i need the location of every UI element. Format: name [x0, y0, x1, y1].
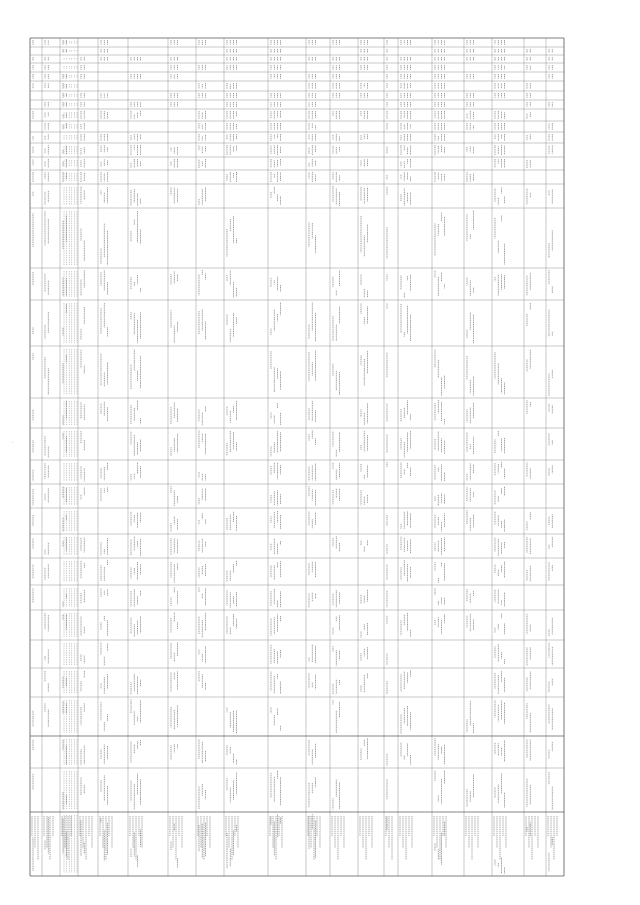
table-grid — [30, 38, 564, 876]
page-margin-mark: · — [12, 440, 14, 445]
table-cells — [32, 40, 557, 874]
